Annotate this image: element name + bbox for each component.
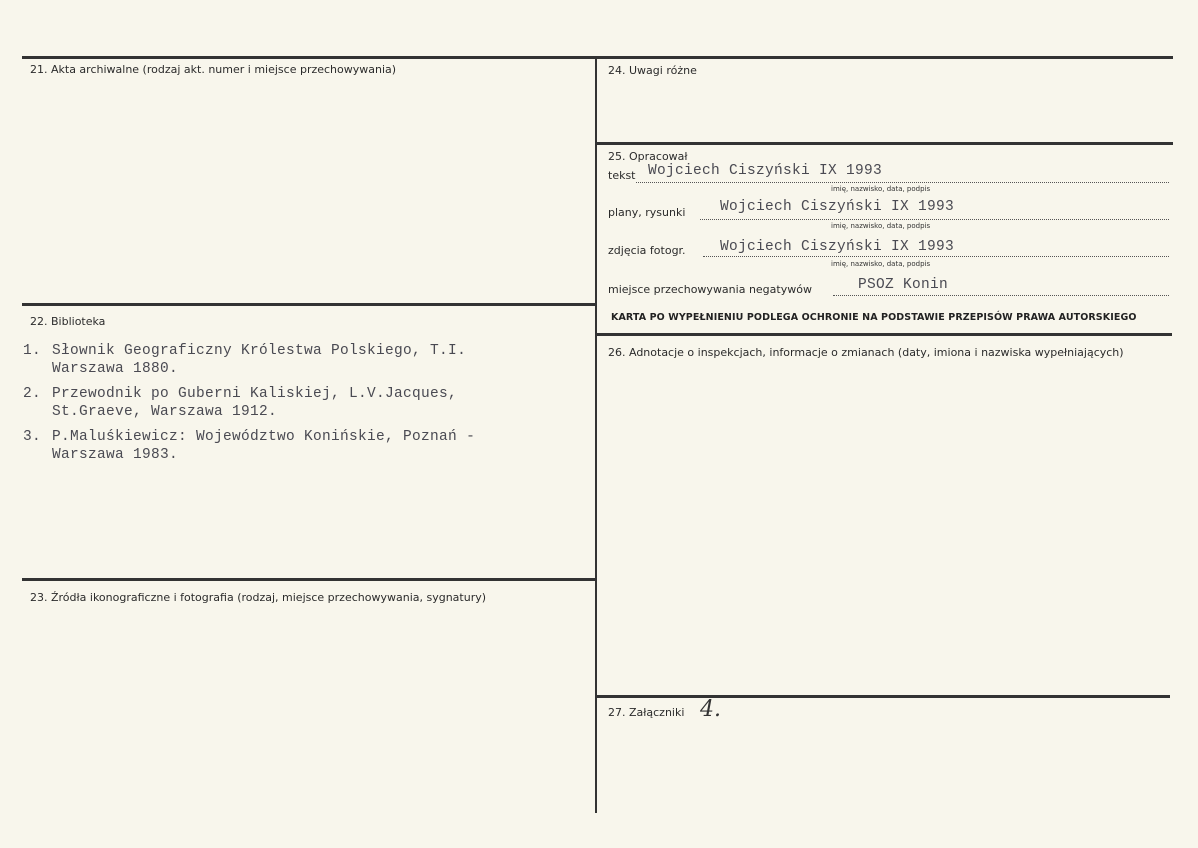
bibliography-item-line2: Warszawa 1983.	[52, 447, 179, 463]
bibliography-item-number: 3.	[23, 429, 42, 445]
tekst-value: Wojciech Ciszyński IX 1993	[648, 163, 883, 179]
tekst-dotted-line	[636, 182, 1169, 183]
bibliography-item-number: 1.	[23, 343, 42, 359]
zdjecia-value: Wojciech Ciszyński IX 1993	[720, 239, 955, 255]
attachments-count: 4.	[700, 697, 721, 722]
negatywy-value: PSOZ Konin	[858, 277, 949, 293]
rule-21-22	[22, 303, 596, 306]
bibliography-item-line2: St.Graeve, Warszawa 1912.	[52, 404, 278, 420]
negatywy-dotted-line	[833, 295, 1169, 296]
tekst-caption: imię, nazwisko, data, podpis	[831, 185, 931, 193]
section-27-label: 27. Załączniki	[608, 706, 685, 719]
rule-25-26	[596, 333, 1172, 336]
section-23-label: 23. Źródła ikonograficzne i fotografia (rodzaj, miejsce przechowywania, sygnatury)	[30, 591, 487, 604]
zdjecia-dotted-line	[703, 256, 1169, 257]
plany-dotted-line	[700, 219, 1169, 220]
bibliography-item-line1: Słownik Geograficzny Królestwa Polskiego, T.I.	[52, 343, 467, 359]
center-divider	[595, 56, 597, 813]
rule-24-25	[596, 142, 1173, 145]
plany-caption: imię, nazwisko, data, podpis	[831, 222, 931, 230]
zdjecia-label: zdjęcia fotogr.	[608, 244, 686, 257]
rule-22-23	[22, 578, 596, 581]
bibliography-item-line1: Przewodnik po Guberni Kaliskiej, L.V.Jacques,	[52, 386, 458, 402]
section-22-label: 22. Biblioteka	[30, 315, 106, 328]
section-26-label: 26. Adnotacje o inspekcjach, informacje o zmianach (daty, imiona i nazwiska wypełniających)	[608, 346, 1124, 359]
section-21-label: 21. Akta archiwalne (rodzaj akt. numer i miejsce przechowywania)	[30, 63, 397, 76]
tekst-label: tekst	[608, 169, 636, 182]
bibliography-item-line1: P.Maluśkiewicz: Województwo Konińskie, Poznań -	[52, 429, 476, 445]
rule-26-27	[596, 695, 1170, 698]
plany-label: plany, rysunki	[608, 206, 686, 219]
top-rule	[22, 56, 1173, 59]
zdjecia-caption: imię, nazwisko, data, podpis	[831, 260, 931, 268]
negatywy-label: miejsce przechowywania negatywów	[608, 283, 812, 296]
section-24-label: 24. Uwagi różne	[608, 64, 697, 77]
plany-value: Wojciech Ciszyński IX 1993	[720, 199, 955, 215]
bibliography-item-line2: Warszawa 1880.	[52, 361, 179, 377]
copyright-note: KARTA PO WYPEŁNIENIU PODLEGA OCHRONIE NA PODSTAWIE PRZEPISÓW PRAWA AUTORSKIEGO	[611, 312, 1137, 323]
section-25-label: 25. Opracował	[608, 150, 688, 163]
bibliography-item-number: 2.	[23, 386, 42, 402]
